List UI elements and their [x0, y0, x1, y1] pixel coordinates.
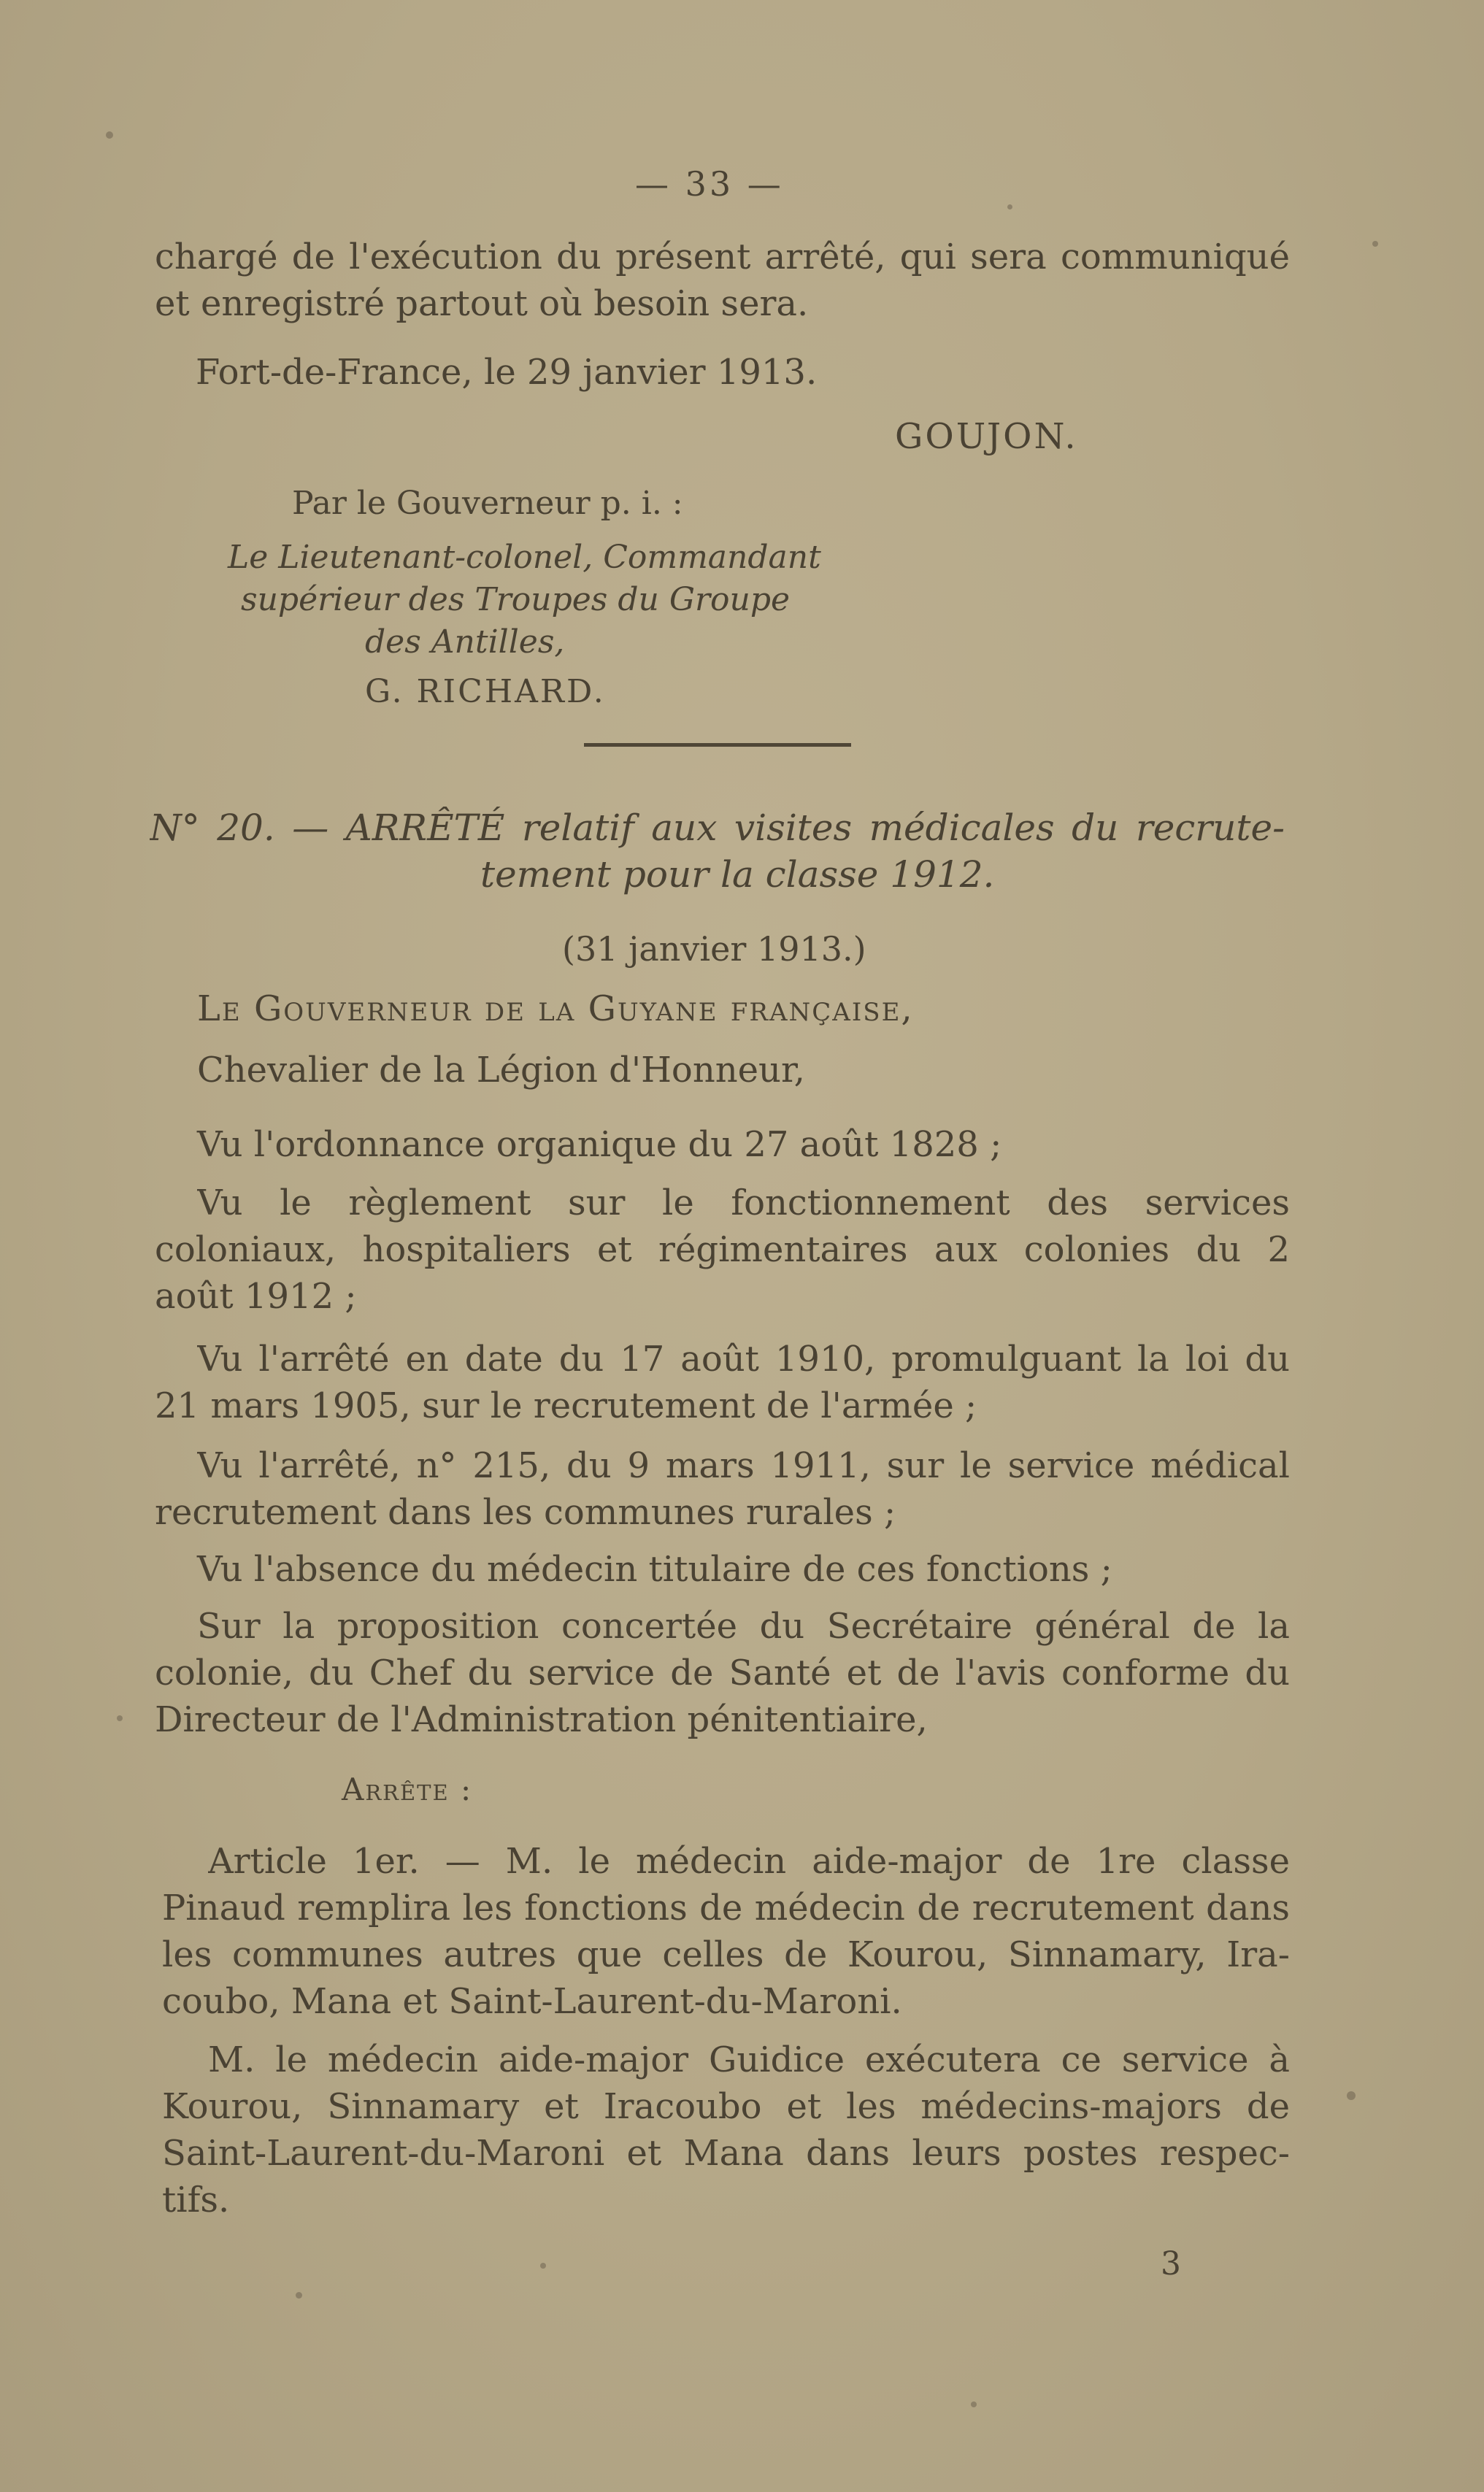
delegation-line-1: Par le Gouverneur p. i. :	[292, 485, 683, 522]
delegation-line-2: Le Lieutenant-colonel, Commandant	[228, 539, 821, 576]
delegation-line-3: supérieur des Troupes du Groupe	[241, 581, 791, 618]
article-1-line-4: coubo, Mana et Saint-Laurent-du-Maroni.	[162, 1981, 902, 2022]
consideration-3-cont: 21 mars 1905, sur le recrutement de l'armée ;	[155, 1385, 977, 1426]
section-divider	[584, 743, 851, 747]
paper-speck	[296, 2292, 302, 2299]
delegation-signature: G. RICHARD.	[365, 673, 606, 710]
place-date: Fort-de-France, le 29 janvier 1913.	[196, 352, 818, 393]
consideration-6: Sur la proposition concertée du Secrétaire général de la	[197, 1606, 1290, 1647]
consideration-2: Vu le règlement sur le fonctionnement des services	[197, 1182, 1290, 1223]
consideration-2-end: août 1912 ;	[155, 1276, 357, 1317]
article-1-cont-line-3: Saint-Laurent-du-Maroni et Mana dans leurs postes respec-	[162, 2133, 1290, 2174]
page-number: — 33 —	[635, 164, 784, 204]
arrete-honor: Chevalier de la Légion d'Honneur,	[197, 1050, 805, 1091]
article-1-cont-line-1: M. le médecin aide-major Guidice exécutera ce service à	[208, 2039, 1290, 2080]
signature-mark: 3	[1161, 2245, 1181, 2283]
consideration-3: Vu l'arrêté en date du 17 août 1910, promulguant la loi du	[197, 1339, 1290, 1380]
consideration-4: Vu l'arrêté, n° 215, du 9 mars 1911, sur le service médical	[197, 1445, 1290, 1486]
paper-speck	[106, 131, 113, 139]
intro-line-2: et enregistré partout où besoin sera.	[155, 283, 809, 324]
paper-speck	[1007, 204, 1012, 209]
consideration-2-cont: coloniaux, hospitaliers et régimentaires aux colonies du 2	[155, 1229, 1290, 1270]
arrete-title-line-2: tement pour la classe 1912.	[480, 853, 995, 896]
paper-speck	[1347, 2091, 1356, 2100]
paper-speck	[540, 2263, 546, 2269]
arrete-label: Arrête :	[342, 1772, 473, 1807]
article-1-cont-line-2: Kourou, Sinnamary et Iracoubo et les médecins-majors de	[162, 2086, 1290, 2127]
article-1-cont-line-4: tifs.	[162, 2180, 230, 2220]
delegation-line-4: des Antilles,	[365, 623, 565, 661]
consideration-6-end: Directeur de l'Administration pénitentiaire,	[155, 1699, 928, 1740]
consideration-1: Vu l'ordonnance organique du 27 août 1828 ;	[197, 1124, 1002, 1165]
arrete-date: (31 janvier 1913.)	[562, 929, 866, 969]
arrete-title-line-1: N° 20. — ARRÊTÉ relatif aux visites médicales du recrute-	[150, 807, 1285, 849]
paper-speck	[971, 2401, 977, 2407]
intro-line-1: chargé de l'exécution du présent arrêté, qui sera communiqué	[155, 236, 1290, 277]
article-1-line-3: les communes autres que celles de Kourou, Sinnamary, Ira-	[162, 1934, 1290, 1975]
governor-signature: GOUJON.	[895, 416, 1078, 457]
article-1-line-1: Article 1er. — M. le médecin aide-major de 1re classe	[208, 1841, 1290, 1882]
consideration-6-cont: colonie, du Chef du service de Santé et de l'avis conforme du	[155, 1653, 1290, 1693]
consideration-4-cont: recrutement dans les communes rurales ;	[155, 1492, 896, 1533]
consideration-5: Vu l'absence du médecin titulaire de ces fonctions ;	[197, 1549, 1112, 1590]
paper-speck	[1372, 241, 1378, 247]
article-1-line-2: Pinaud remplira les fonctions de médecin de recrutement dans	[162, 1888, 1290, 1928]
paper-speck	[117, 1715, 123, 1721]
arrete-issuer: Le Gouverneur de la Guyane française,	[197, 988, 914, 1029]
